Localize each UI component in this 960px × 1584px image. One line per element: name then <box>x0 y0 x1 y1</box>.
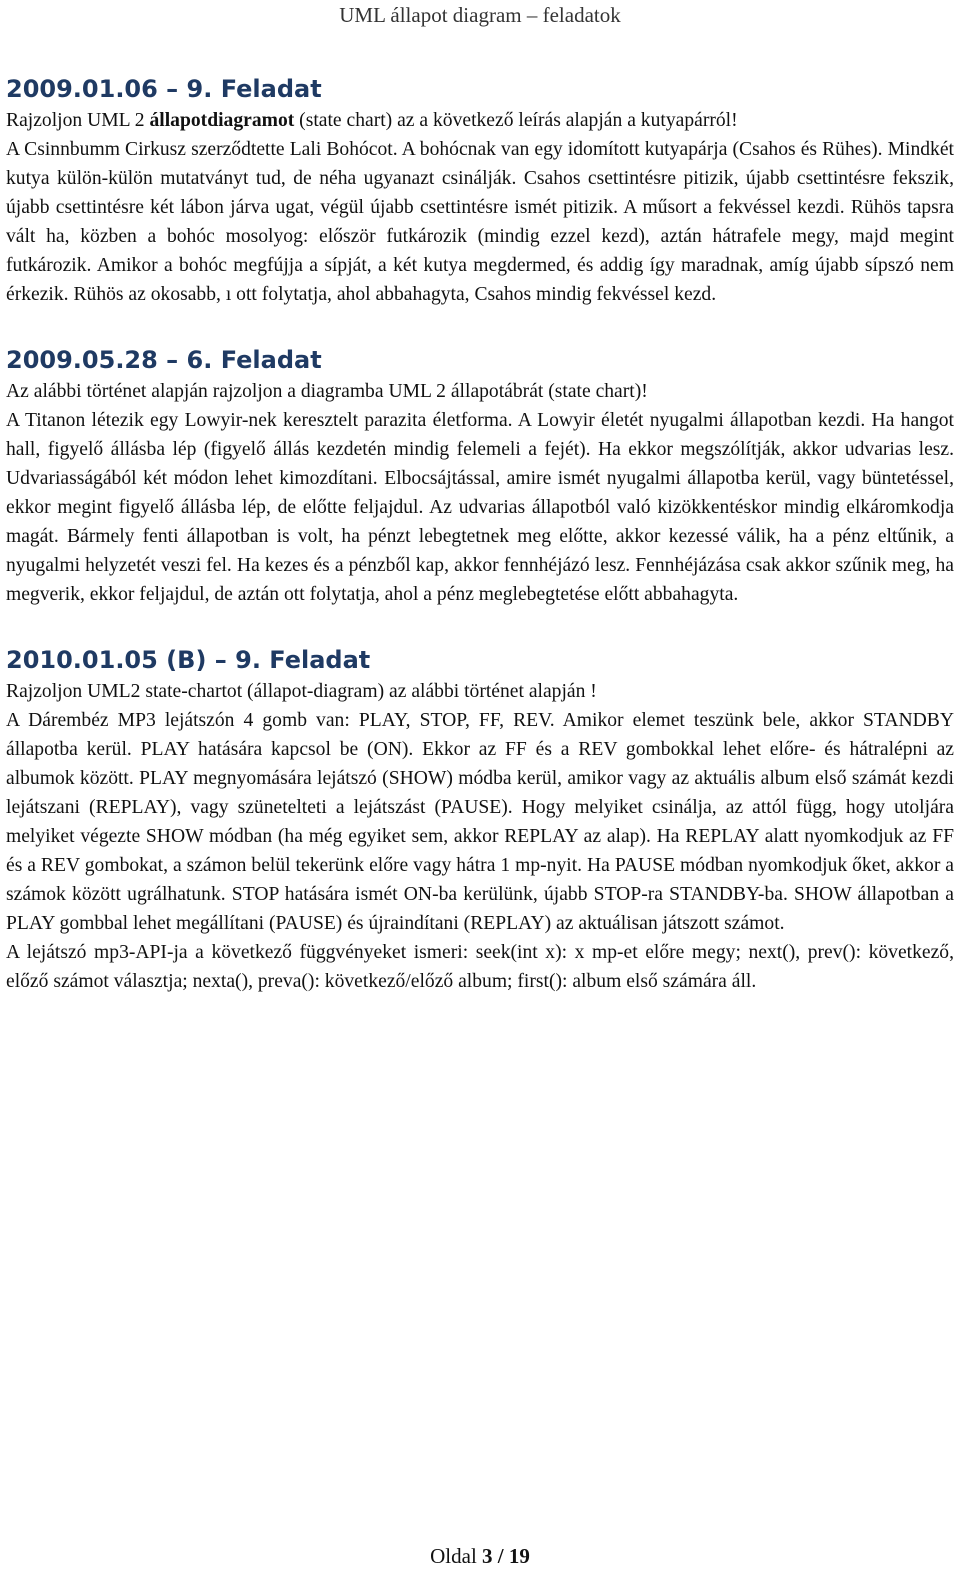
task-body: A Dárembéz MP3 lejátszón 4 gomb van: PLAY, STOP, FF, REV. Amikor elemet teszünk bele, akkor STANDBY állapotba kerül. PLAY hatására kapcsol be (ON). Ekkor az FF és a REV gombokkal lehet előre- és hátralépni az albumok között. PLAY megnyomására lejátszó (SHOW) módba kerül, amikor vagy az aktuális album első számát kezdi lejátszani (REPLAY), vagy szünetelteti a lejátszást (PAUSE). Hogy melyiket csinálja, az attól függ, hogy utoljára melyiket végezte SHOW módban (ha még egyiket sem, akkor REPLAY az alap). Ha REPLAY alatt nyomkodjuk az FF és a REV gombokat, a számon belül tekerünk előre vagy hátra 1 mp-nyit. Ha PAUSE módban nyomkodjuk őket, akkor a számok között ugrálhatunk. STOP hatására ismét ON-ba kerülünk, újabb STOP-ra STANDBY-ba. SHOW állapotban a PLAY gombbal lehet megállítani (PAUSE) és újraindítani (REPLAY) az aktuálisan játszott számot. <box>6 710 954 934</box>
task-section-1 <box>6 74 954 309</box>
running-header: UML állapot diagram – feladatok <box>339 3 621 27</box>
task-section-3 <box>6 645 954 996</box>
task-intro: Rajzoljon UML2 state-chartot (állapot-diagram) az alábbi történet alapján ! <box>6 681 597 702</box>
api-description: A lejátszó mp3-API-ja a következő függvényeket ismeri: seek(int x): x mp-et előre megy; next(), prev(): következő, előző számot választja; nexta(), preva(): következő/előző album; first(): album első számára áll. <box>6 942 954 992</box>
task-intro <box>6 106 954 135</box>
task-body: A Titanon létezik egy Lowyir-nek keresztelt parazita életforma. A Lowyir életét nyugalmi állapotban kezdi. Ha hangot hall, figyelő állásba lép (figyelő állás kezdetén mindig felemeli a fejét). Ha ekkor megszólítják, akkor udvarias lesz. Udvariasságából két módon lehet kimozdítani. Elbocsájtással, amire ismét nyugalmi állapotba kerül, vagy büntetéssel, ekkor megint figyelő állásba lép, de előtte feljajdul. Az udvarias állapotból való kizökkentéskor mindig elkáromkodja magát. Bármely fenti állapotban is volt, ha pénzt lebegtetnek meg előtte, akkor kezessé válik, ha a pénz eltűnik, a nyugalmi helyzetét veszi fel. Ha kezes és a pénzből kap, akkor fennhéjázó lesz. Fennhéjázása csak akkor szűnik meg, ha megverik, ekkor feljajdul, de aztán ott folytatja, ahol a pénz meglebegtetése előtt abbahagyta. <box>6 410 954 605</box>
task-section-2 <box>6 345 954 609</box>
page-number: 3 / 19 <box>482 1544 530 1568</box>
intro-text: Rajzoljon UML 2 <box>6 110 150 131</box>
task-heading: 2010.01.05 (B) – 9. Feladat <box>6 646 371 674</box>
intro-text: (state chart) az a következő leírás alapján a kutyapárról! <box>294 110 738 131</box>
task-intro: Az alábbi történet alapján rajzoljon a diagramba UML 2 állapotábrát (state chart)! <box>6 381 648 402</box>
page-label: Oldal <box>430 1544 483 1568</box>
intro-bold-text: állapotdiagramot <box>149 110 295 131</box>
task-body: A Csinnbumm Cirkusz szerződtette Lali Bohócot. A bohócnak van egy idomított kutyapárja (Csahos és Rühes). Mindkét kutya külön-külön mutatványt tud, de néha ugyanazt csinálják. Csahos csettintésre pitizik, újabb csettintésre fekszik, újabb csettintésre két lábon járva ugat, végül újabb csettintésre ismét pitizik. A műsort a fekvéssel kezdi. Rühös tapsra vált ha, közben a bohóc mosolyog: először futkározik (mindig ezzel kezd), aztán hátrafele megy, majd megint futkározik. Amikor a bohóc megfújja a sípját, a két kutya megdermed, és addig így maradnak, amíg újabb sípszó nem érkezik. Rühös az okosabb, ı ott folytatja, ahol abbahagyta, Csahos mindig fekvéssel kezd. <box>6 139 954 305</box>
task-heading: 2009.05.28 – 6. Feladat <box>6 346 322 374</box>
task-heading: 2009.01.06 – 9. Feladat <box>6 75 322 103</box>
page-footer <box>0 1544 960 1569</box>
